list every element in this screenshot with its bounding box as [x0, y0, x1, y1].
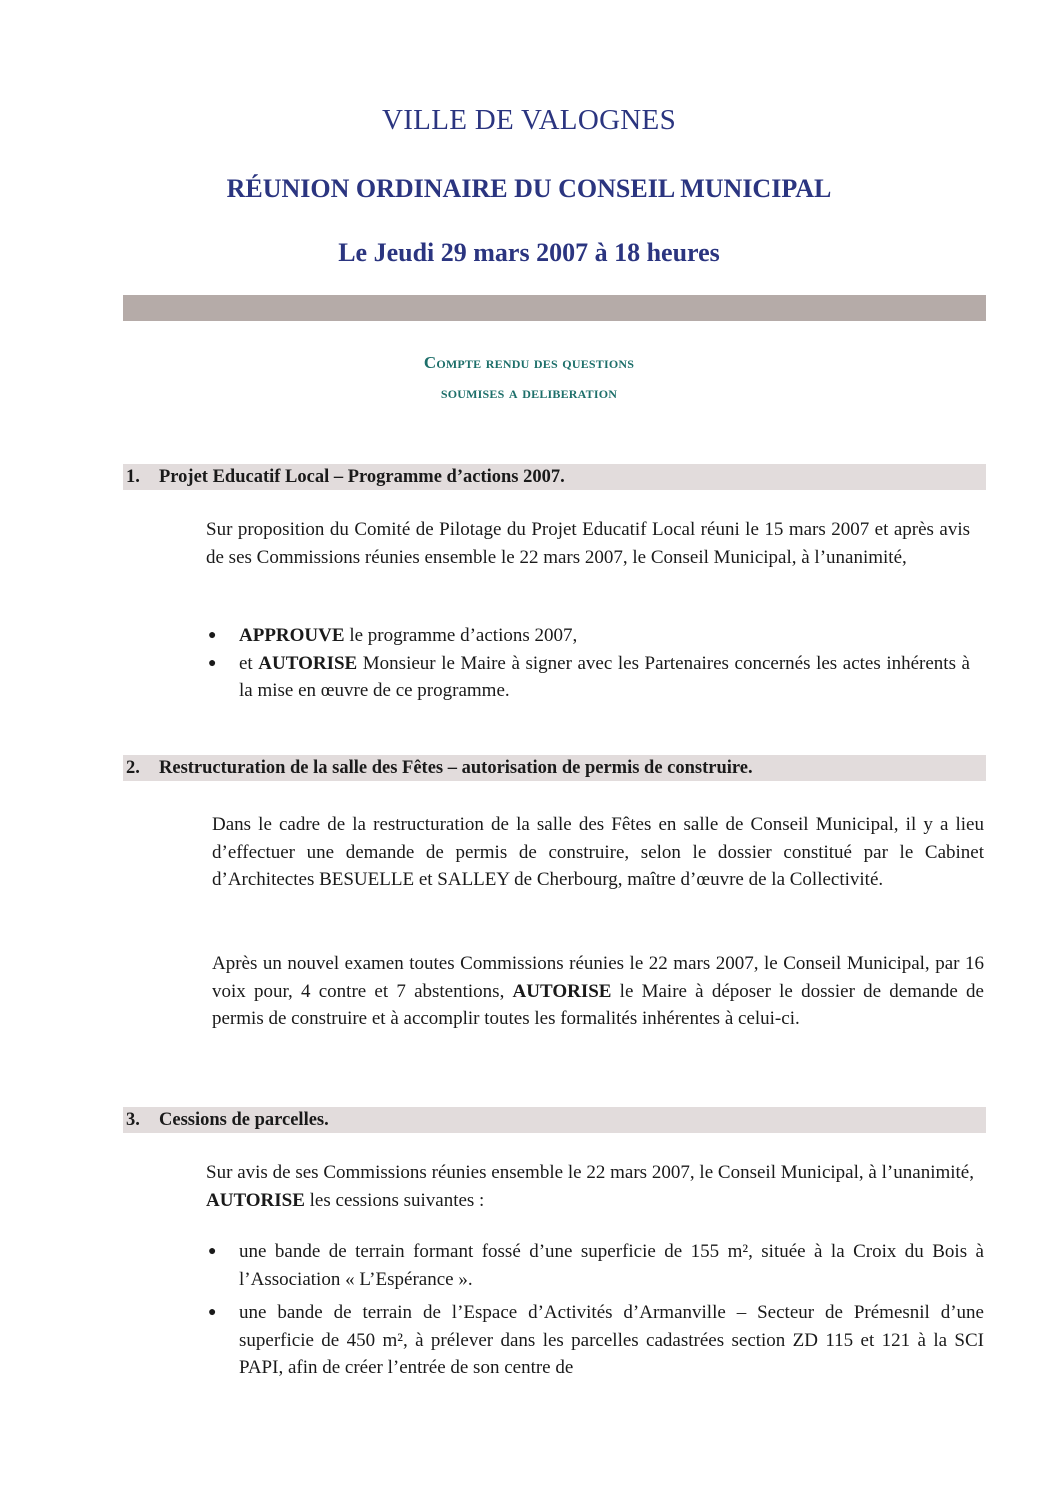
- bullet-icon: ●: [208, 1305, 217, 1320]
- section-paragraph: Sur proposition du Comité de Pilotage du Projet Educatif Local réuni le 15 mars 2007 et après avis de ses Commissions réunies ensemble le 22 mars 2007, le Conseil Municipal, à l’unanimité,: [206, 519, 970, 568]
- section-paragraph: [212, 950, 984, 1033]
- section-number: 1.: [126, 467, 140, 487]
- list-item-text: le programme d’actions 2007,: [344, 625, 578, 646]
- paragraph-text: Après un nouvel examen toutes Commissions réunies le 22 mars 2007, le Conseil Municipal, par 16 voix pour, 4 contre et 7 abstentions,: [212, 953, 984, 1002]
- paragraph-text: Sur avis de ses Commissions réunies ensemble le 22 mars 2007, le Conseil Municipal, à l’unanimité,: [206, 1162, 974, 1183]
- list-item: [206, 1299, 984, 1382]
- section-heading: [123, 1107, 986, 1133]
- meeting-title: RÉUNION ORDINAIRE DU CONSEIL MUNICIPAL: [226, 174, 832, 203]
- list-item: [206, 622, 970, 650]
- section-bullet-list: [206, 1238, 984, 1382]
- bullet-icon: ●: [208, 655, 217, 671]
- paragraph-text: le Maire à déposer le dossier de demande de permis de construire et à accomplir toutes les formalités inhérentes à celui-ci.: [212, 980, 984, 1029]
- city-title: VILLE DE VALOGNES: [381, 104, 676, 136]
- list-item-prefix: et: [239, 652, 259, 674]
- paragraph-text: les cessions suivantes :: [304, 1189, 485, 1211]
- section-paragraph: [206, 1159, 974, 1214]
- report-subtitle-line-2: soumises a deliberation: [440, 383, 618, 402]
- report-subtitle-line-1: Compte rendu des questions: [423, 353, 635, 372]
- section-paragraph: Dans le cadre de la restructuration de la salle des Fêtes en salle de Conseil Municipal, il y a lieu d’effectuer une demande de permis de construire, selon le dossier constitué par le Cabinet d’Architectes BESUELLE et SALLEY de Cherbourg, maître d’œuvre de la Collectivité.: [212, 814, 984, 890]
- list-item-keyword: AUTORISE: [258, 652, 358, 674]
- list-item: [206, 650, 970, 705]
- header-divider-bar: [123, 295, 986, 321]
- list-item-text: une bande de terrain de l’Espace d’Activités d’Armanville – Secteur de Prémesnil d’une superficie de 450 m², à prélever dans les parcelles cadastrées section ZD 115 et 121 à la SCI PAPI, afin de créer l’entrée de son centre de: [239, 1302, 984, 1378]
- section-number: 2.: [126, 758, 140, 778]
- bullet-icon: ●: [208, 1244, 217, 1259]
- section-heading: [123, 755, 986, 781]
- section-title: Cessions de parcelles.: [159, 1110, 329, 1130]
- list-item: [206, 1238, 984, 1293]
- section-heading: [123, 464, 986, 490]
- section-bullet-list: [206, 622, 970, 705]
- section-title: Projet Educatif Local – Programme d’actions 2007.: [159, 467, 565, 487]
- section-title: Restructuration de la salle des Fêtes – autorisation de permis de construire.: [159, 758, 753, 778]
- meeting-date: Le Jeudi 29 mars 2007 à 18 heures: [338, 238, 720, 267]
- list-item-text: une bande de terrain formant fossé d’une superficie de 155 m², située à la Croix du Bois à l’Association « L’Espérance ».: [239, 1241, 984, 1290]
- list-item-text: Monsieur le Maire à signer avec les Partenaires concernés les actes inhérents à la mise en œuvre de ce programme.: [239, 652, 970, 701]
- section-number: 3.: [126, 1110, 140, 1130]
- paragraph-keyword: AUTORISE: [512, 980, 612, 1002]
- paragraph-keyword: AUTORISE: [206, 1189, 305, 1211]
- list-item-keyword: APPROUVE: [239, 625, 345, 646]
- report-subtitle: [0, 348, 1058, 408]
- bullet-icon: ●: [208, 628, 217, 643]
